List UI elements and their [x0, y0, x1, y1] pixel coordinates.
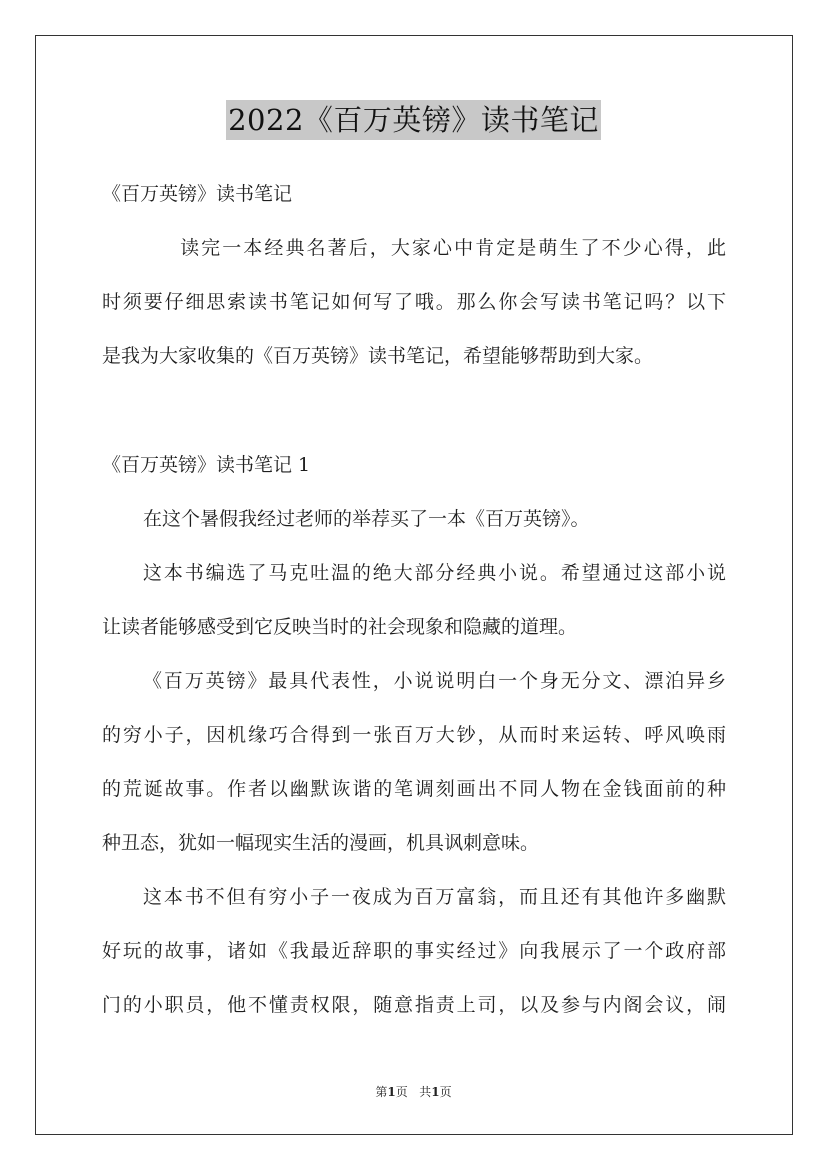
- paragraph-line: 的荒诞故事。作者以幽默诙谐的笔调刻画出不同人物在金钱面前的种: [102, 778, 726, 800]
- title-container: [0, 100, 827, 140]
- total-pages: 1: [431, 1085, 440, 1099]
- document-title: 2022《百万英镑》读书笔记: [226, 100, 601, 140]
- paragraph-line: 《百万英镑》最具代表性，小说说明白一个身无分文、漂泊异乡: [143, 670, 726, 692]
- page-footer: [0, 1083, 827, 1100]
- paragraph-line: 让读者能够感受到它反映当时的社会现象和隐藏的道理。: [102, 616, 578, 638]
- section-heading-1: 《百万英镑》读书笔记 1: [102, 454, 311, 476]
- page-label-suffix: 页: [395, 1085, 408, 1099]
- paragraph-line: 这本书不但有穷小子一夜成为百万富翁，而且还有其他许多幽默: [143, 886, 726, 908]
- section-heading-intro: 《百万英镑》读书笔记: [102, 183, 293, 205]
- paragraph-line: 好玩的故事，诸如《我最近辞职的事实经过》向我展示了一个政府部: [102, 940, 726, 962]
- paragraph-line: 这本书编选了马克吐温的绝大部分经典小说。希望通过这部小说: [143, 562, 726, 584]
- paragraph-line: 读完一本经典名著后，大家心中肯定是萌生了不少心得，此: [178, 237, 726, 259]
- paragraph-line: 时须要仔细思索读书笔记如何写了哦。那么你会写读书笔记吗？以下: [102, 291, 726, 313]
- paragraph-line: 的穷小子，因机缘巧合得到一张百万大钞，从而时来运转、呼风唤雨: [102, 724, 726, 746]
- page-number: 1: [387, 1085, 396, 1099]
- page-label-prefix: 第: [375, 1085, 388, 1099]
- total-label-suffix: 页: [439, 1085, 452, 1099]
- total-label-prefix: 共: [419, 1085, 432, 1099]
- paragraph-line: 在这个暑假我经过老师的举荐买了一本《百万英镑》。: [143, 508, 590, 530]
- paragraph-line: 种丑态，犹如一幅现实生活的漫画，机具讽刺意味。: [102, 832, 540, 854]
- paragraph-line: 门的小职员，他不懂责权限，随意指责上司，以及参与内阁会议，闹: [102, 994, 726, 1016]
- paragraph-line: 是我为大家收集的《百万英镑》读书笔记，希望能够帮助到大家。: [102, 345, 654, 367]
